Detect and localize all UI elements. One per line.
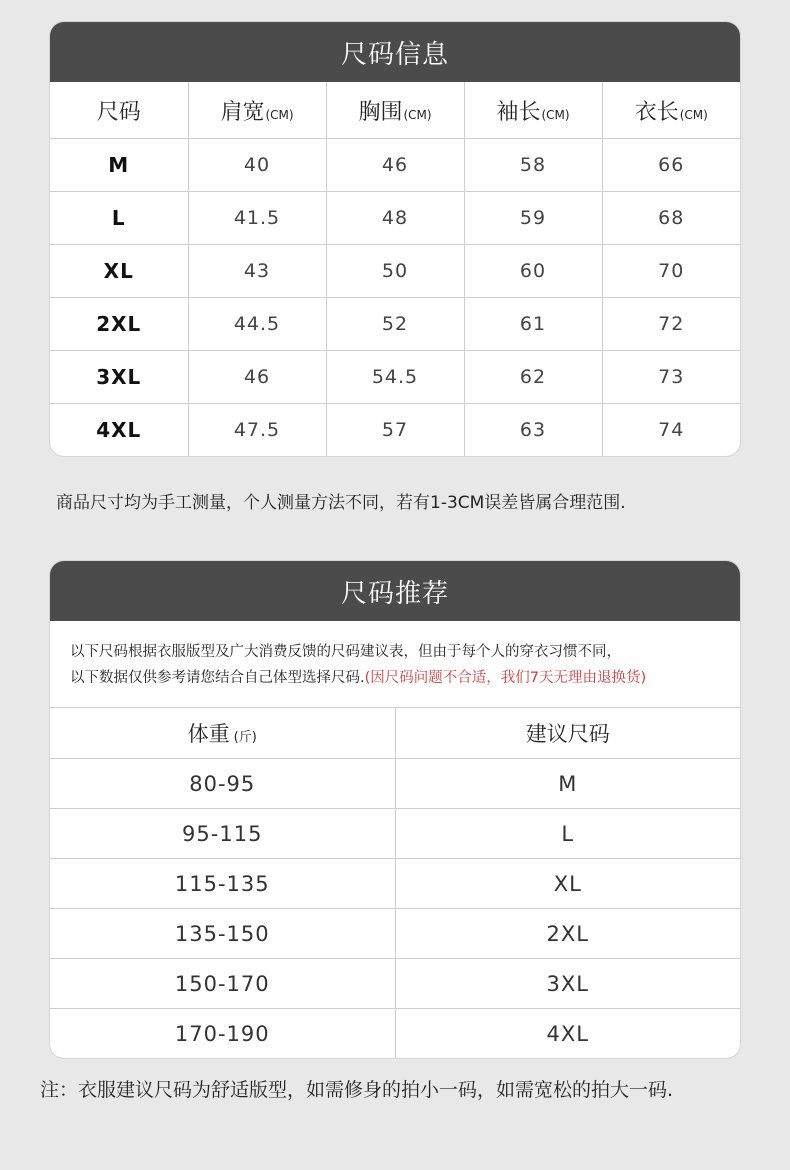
- intro-line-2: 以下数据仅供参考请您结合自己体型选择尺码.(因尺码问题不合适，我们7天无理由退换货): [70, 670, 647, 686]
- table-row: [50, 959, 740, 1009]
- shoulder-cell: 43: [188, 245, 326, 298]
- table-row: [50, 759, 740, 809]
- chest-cell: 46: [326, 139, 464, 192]
- chest-cell: 50: [326, 245, 464, 298]
- length-cell: 72: [602, 298, 740, 351]
- size-cell: 2XL: [50, 298, 188, 351]
- chest-cell: 52: [326, 298, 464, 351]
- chest-cell: 54.5: [326, 351, 464, 404]
- suggest-size-cell: L: [395, 809, 740, 859]
- shoulder-cell: 40: [188, 139, 326, 192]
- shoulder-cell: 41.5: [188, 192, 326, 245]
- weight-cell: 115-135: [50, 859, 395, 909]
- length-cell: 73: [602, 351, 740, 404]
- length-cell: 70: [602, 245, 740, 298]
- intro-line-1: 以下尺码根据衣服版型及广大消费反馈的尺码建议表，但由于每个人的穿衣习惯不同，: [70, 644, 621, 660]
- recommend-header-row: [50, 708, 740, 759]
- sleeve-cell: 62: [464, 351, 602, 404]
- table-row: [50, 1009, 740, 1059]
- length-cell: 68: [602, 192, 740, 245]
- suggest-size-cell: 4XL: [546, 1021, 589, 1046]
- recommend-table: [50, 708, 740, 1058]
- size-info-table: [50, 82, 740, 456]
- table-row: [50, 404, 740, 457]
- col-length: 衣长(CM): [602, 82, 740, 139]
- table-row: [50, 859, 740, 909]
- shoulder-cell: 44.5: [188, 298, 326, 351]
- table-row: [50, 192, 740, 245]
- suggest-size-cell: XL: [395, 859, 740, 909]
- length-cell: 74: [658, 419, 685, 441]
- table-row: [50, 809, 740, 859]
- col-size: 尺码: [50, 82, 188, 139]
- sleeve-cell: 63: [464, 404, 602, 457]
- size-recommend-card: [50, 561, 740, 1058]
- weight-cell: 135-150: [50, 909, 395, 959]
- size-cell: L: [50, 192, 188, 245]
- fit-note: 注：衣服建议尺码为舒适版型，如需修身的拍小一码，如需宽松的拍大一码.: [40, 1079, 674, 1101]
- weight-cell: 170-190: [50, 1009, 395, 1059]
- suggest-size-cell: 2XL: [395, 909, 740, 959]
- col-sleeve: 袖长(CM): [464, 82, 602, 139]
- col-suggest-size: 建议尺码: [395, 708, 740, 759]
- length-cell: 66: [602, 139, 740, 192]
- measurement-note: 商品尺寸均为手工测量，个人测量方法不同，若有1-3CM误差皆属合理范围.: [56, 493, 626, 513]
- chest-cell: 57: [326, 404, 464, 457]
- col-weight: 体重 (斤): [50, 708, 395, 759]
- sleeve-cell: 61: [464, 298, 602, 351]
- size-info-card: [50, 22, 740, 456]
- size-recommend-title: 尺码推荐: [50, 561, 740, 621]
- size-cell: 3XL: [50, 351, 188, 404]
- chest-cell: 48: [326, 192, 464, 245]
- return-policy-text: (因尺码问题不合适，我们7天无理由退换货): [364, 670, 647, 686]
- weight-cell: 95-115: [50, 809, 395, 859]
- suggest-size-cell: 3XL: [395, 959, 740, 1009]
- table-row: [50, 351, 740, 404]
- shoulder-cell: 46: [188, 351, 326, 404]
- size-cell: M: [50, 139, 188, 192]
- sleeve-cell: 59: [464, 192, 602, 245]
- table-row: [50, 909, 740, 959]
- col-shoulder: 肩宽(CM): [188, 82, 326, 139]
- size-cell: XL: [50, 245, 188, 298]
- sleeve-cell: 58: [464, 139, 602, 192]
- weight-cell: 150-170: [50, 959, 395, 1009]
- col-chest: 胸围(CM): [326, 82, 464, 139]
- sleeve-cell: 60: [464, 245, 602, 298]
- table-row: [50, 245, 740, 298]
- size-info-title: 尺码信息: [50, 22, 740, 82]
- table-row: [50, 298, 740, 351]
- table-row: [50, 139, 740, 192]
- shoulder-cell: 47.5: [188, 404, 326, 457]
- size-cell: 4XL: [50, 404, 188, 457]
- suggest-size-cell: M: [395, 759, 740, 809]
- size-table-header-row: [50, 82, 740, 139]
- recommend-intro: [50, 621, 740, 708]
- weight-cell: 80-95: [50, 759, 395, 809]
